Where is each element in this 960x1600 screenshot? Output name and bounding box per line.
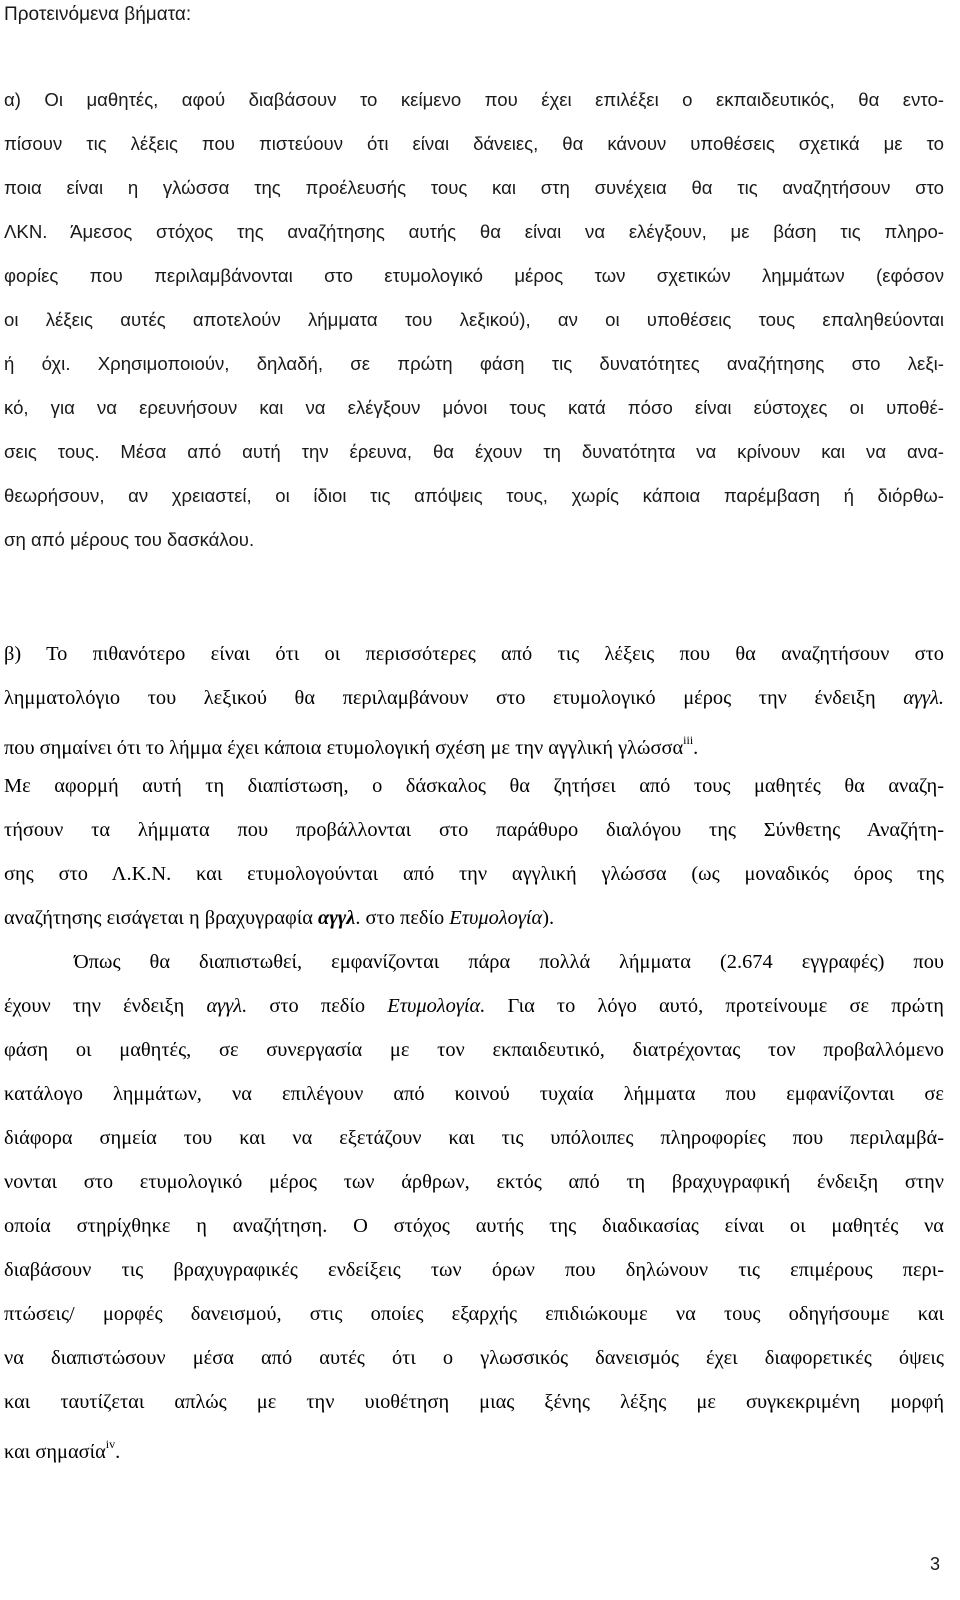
text-line: διάφορα σημεία του και να εξετάζουν και τις υπόλοιπες πληροφορίες που περιλαμβά- (4, 1127, 944, 1149)
text-line: Όπως θα διαπιστωθεί, εμφανίζονται πάρα πολλά λήμματα (2.674 εγγραφές) που (74, 951, 944, 973)
text-line: διαβάσουν τις βραχυγραφικές ενδείξεις των όρων που δηλώνουν τις επιμέρους περι- (4, 1259, 944, 1281)
text-line (4, 720, 944, 764)
text-line: α) Οι μαθητές, αφού διαβάσουν το κείμενο που έχει επιλέξει ο εκπαιδευτικός, θα εντο- (4, 89, 944, 110)
text-run: στο πεδίο (247, 995, 388, 1017)
text-run: . (115, 1440, 121, 1463)
paragraph-c (4, 940, 944, 1468)
text-line: Με αφορμή αυτή τη διαπίστωση, ο δάσκαλος θα ζητήσει από τους μαθητές θα αναζη- (4, 775, 944, 797)
text-line (4, 1424, 944, 1468)
footnote-marker[interactable]: iii (683, 733, 694, 747)
text-run: έχουν την ένδειξη (4, 995, 207, 1017)
text-run: και σημασία (4, 1440, 106, 1463)
text-run: . στο πεδίο (355, 907, 450, 929)
text-line: θεωρήσουν, αν χρειαστεί, οι ίδιοι τις απόψεις τους, χωρίς κάποια παρέμβαση ή διόρθω- (4, 485, 944, 506)
italic-abbreviation: αγγλ. (206, 995, 248, 1017)
text-line: ποια είναι η γλώσσα της προέλευσής τους και στη συνέχεια θα τις αναζητήσουν στο (4, 177, 944, 198)
text-run: ). (542, 907, 555, 929)
text-line: νονται στο ετυμολογικό μέρος των άρθρων, εκτός από τη βραχυγραφική ένδειξη στην (4, 1171, 944, 1193)
italic-abbreviation: αγγλ. (903, 687, 944, 709)
text-line: κό, για να ερευνήσουν και να ελέγξουν μόνοι τους κατά πόσο είναι εύστοχες οι υποθέ- (4, 397, 944, 418)
text-run: αναζήτησης εισάγεται η βραχυγραφία (4, 907, 319, 929)
section-heading: Προτεινόμενα βήματα: (4, 4, 192, 25)
text-line: κατάλογο λημμάτων, να επιλέγουν από κοινού τυχαία λήμματα που εμφανίζονται σε (4, 1083, 944, 1105)
text-line: σης στο Λ.Κ.Ν. και ετυμολογούνται από την αγγλική γλώσσα (ως μοναδικός όρος της (4, 863, 944, 885)
italic-field-name: Ετυμολογία. (387, 995, 486, 1017)
text-line: τήσουν τα λήμματα που προβάλλονται στο παράθυρο διαλόγου της Σύνθετης Αναζήτη- (4, 819, 944, 841)
text-line (4, 984, 944, 1028)
text-run: Για το λόγο αυτό, προτείνουμε σε πρώτη (485, 995, 944, 1017)
text-line (4, 896, 944, 940)
paragraph-a (4, 78, 944, 562)
text-line: φάση οι μαθητές, σε συνεργασία με τον εκπαιδευτικό, διατρέχοντας τον προβαλλόμενο (4, 1039, 944, 1061)
page-number: 3 (929, 1554, 940, 1574)
text-line: ΛΚΝ. Άμεσος στόχος της αναζήτησης αυτής θα είναι να ελέγξουν, με βάση τις πληρο- (4, 221, 944, 242)
bold-italic-abbreviation: αγγλ (318, 907, 356, 929)
text-line: οποία στηρίχθηκε η αναζήτηση. Ο στόχος αυτής της διαδικασίας είναι οι μαθητές να (4, 1215, 944, 1237)
text-line: και ταυτίζεται απλώς με την υιοθέτηση μιας ξένης λέξης με συγκεκριμένη μορφή (4, 1391, 944, 1413)
text-line: ή όχι. Χρησιμοποιούν, δηλαδή, σε πρώτη φάση τις δυνατότητες αναζήτησης στο λεξι- (4, 353, 944, 374)
text-run: . (693, 736, 699, 759)
footnote-marker[interactable]: iv (105, 1437, 116, 1451)
text-line: οι λέξεις αυτές αποτελούν λήμματα του λεξικού), αν οι υποθέσεις τους επαληθεύονται (4, 309, 944, 330)
text-run: λημματολόγιο του λεξικού θα περιλαμβάνουν στο ετυμολογικό μέρος την ένδειξη (4, 687, 904, 709)
text-line: φορίες που περιλαμβάνονται στο ετυμολογικό μέρος των σχετικών λημμάτων (εφόσον (4, 265, 944, 286)
text-line: να διαπιστώσουν μέσα από αυτές ότι ο γλωσσικός δανεισμός έχει διαφορετικές όψεις (4, 1347, 944, 1369)
text-line: πίσουν τις λέξεις που πιστεύουν ότι είναι δάνειες, θα κάνουν υποθέσεις σχετικά με το (4, 133, 944, 154)
text-run: που σημαίνει ότι το λήμμα έχει κάποια ετυμολογική σχέση με την αγγλική γλώσσα (4, 736, 684, 759)
text-line: β) Το πιθανότερο είναι ότι οι περισσότερες από τις λέξεις που θα αναζητήσουν στο (4, 643, 944, 665)
text-line: πτώσεις/ μορφές δανεισμού, στις οποίες εξαρχής επιδιώκουμε να τους οδηγήσουμε και (4, 1303, 944, 1325)
text-line: σεις τους. Μέσα από αυτή την έρευνα, θα έχουν τη δυνατότητα να κρίνουν και να ανα- (4, 441, 944, 462)
italic-field-name: Ετυμολογία (449, 907, 543, 929)
text-line: ση από μέρους του δασκάλου. (4, 529, 255, 550)
paragraph-b (4, 632, 944, 940)
text-line (4, 676, 944, 720)
